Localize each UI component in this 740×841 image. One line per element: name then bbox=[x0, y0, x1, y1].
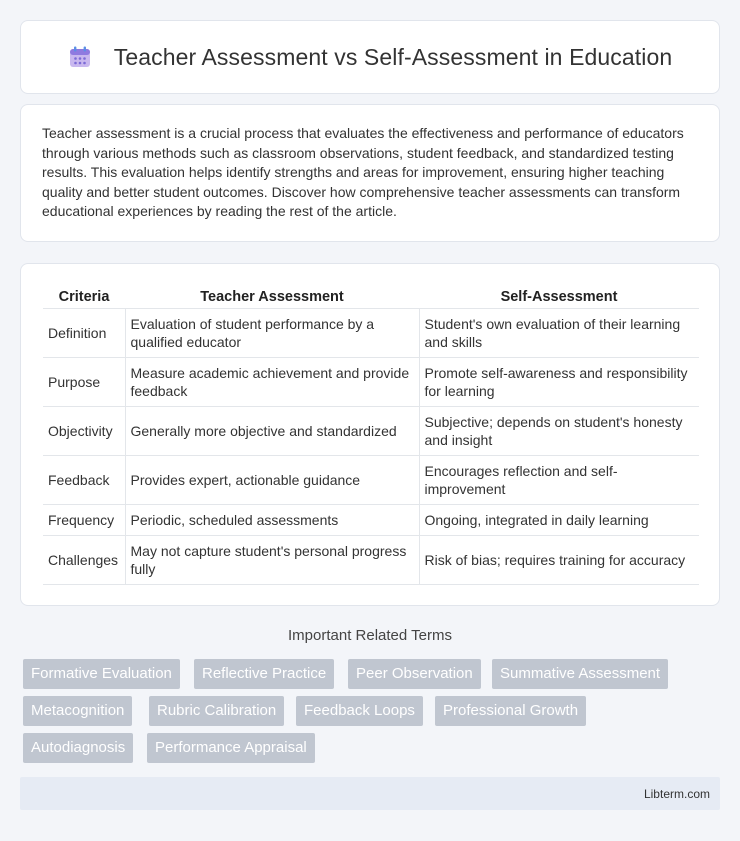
intro-card bbox=[20, 104, 720, 242]
footer bbox=[20, 777, 720, 810]
teacher-cell: Periodic, scheduled assessments bbox=[125, 504, 419, 535]
tag-summative-assessment[interactable]: Summative Assessment bbox=[492, 659, 668, 689]
intro-text: Teacher assessment is a crucial process that evaluates the effectiveness and performance of educators through various methods such as classroom observations, student feedback, and standardized testing results. This evaluation helps identify strengths and areas for improvement, ensuring higher teaching quality and better student outcomes. Discover how comprehensive teacher assessments can transform educational experiences by reading the rest of the article. bbox=[42, 125, 684, 220]
self-cell: Ongoing, integrated in daily learning bbox=[419, 504, 699, 535]
teacher-cell: Generally more objective and standardized bbox=[125, 406, 419, 455]
self-cell: Encourages reflection and self-improvement bbox=[419, 455, 699, 504]
calendar-icon bbox=[68, 45, 92, 69]
teacher-cell: Evaluation of student performance by a qualified educator bbox=[125, 308, 419, 357]
teacher-cell: May not capture student's personal progress fully bbox=[125, 535, 419, 584]
criteria-cell: Definition bbox=[43, 308, 125, 357]
tag-reflective-practice[interactable]: Reflective Practice bbox=[194, 659, 334, 689]
criteria-cell: Feedback bbox=[43, 455, 125, 504]
page-title: Teacher Assessment vs Self-Assessment in Education bbox=[113, 43, 673, 70]
table-row bbox=[43, 308, 699, 357]
criteria-cell: Purpose bbox=[43, 357, 125, 406]
title-card bbox=[20, 20, 720, 94]
self-cell: Student's own evaluation of their learning and skills bbox=[419, 308, 699, 357]
comparison-card bbox=[20, 263, 720, 606]
tag-autodiagnosis[interactable]: Autodiagnosis bbox=[23, 733, 133, 763]
tag-metacognition[interactable]: Metacognition bbox=[23, 696, 132, 726]
footer-site-link[interactable]: Libterm.com bbox=[643, 787, 710, 801]
tag-feedback-loops[interactable]: Feedback Loops bbox=[296, 696, 423, 726]
criteria-cell: Challenges bbox=[43, 535, 125, 584]
table-row bbox=[43, 406, 699, 455]
tag-formative-evaluation[interactable]: Formative Evaluation bbox=[23, 659, 180, 689]
tag-rubric-calibration[interactable]: Rubric Calibration bbox=[149, 696, 284, 726]
table-row bbox=[43, 535, 699, 584]
related-terms-title: Important Related Terms bbox=[288, 627, 452, 644]
table-row bbox=[43, 455, 699, 504]
criteria-cell: Frequency bbox=[43, 504, 125, 535]
table-row bbox=[43, 504, 699, 535]
tag-professional-growth[interactable]: Professional Growth bbox=[435, 696, 586, 726]
comparison-table bbox=[43, 284, 699, 585]
header-teacher-assessment: Teacher Assessment bbox=[125, 284, 419, 308]
teacher-cell: Measure academic achievement and provide feedback bbox=[125, 357, 419, 406]
table-header-row bbox=[43, 284, 699, 308]
criteria-cell: Objectivity bbox=[43, 406, 125, 455]
header-self-assessment: Self-Assessment bbox=[419, 284, 699, 308]
self-cell: Risk of bias; requires training for accuracy bbox=[419, 535, 699, 584]
self-cell: Promote self-awareness and responsibility for learning bbox=[419, 357, 699, 406]
table-row bbox=[43, 357, 699, 406]
header-criteria: Criteria bbox=[43, 284, 125, 308]
tag-peer-observation[interactable]: Peer Observation bbox=[348, 659, 481, 689]
teacher-cell: Provides expert, actionable guidance bbox=[125, 455, 419, 504]
self-cell: Subjective; depends on student's honesty and insight bbox=[419, 406, 699, 455]
tag-performance-appraisal[interactable]: Performance Appraisal bbox=[147, 733, 315, 763]
